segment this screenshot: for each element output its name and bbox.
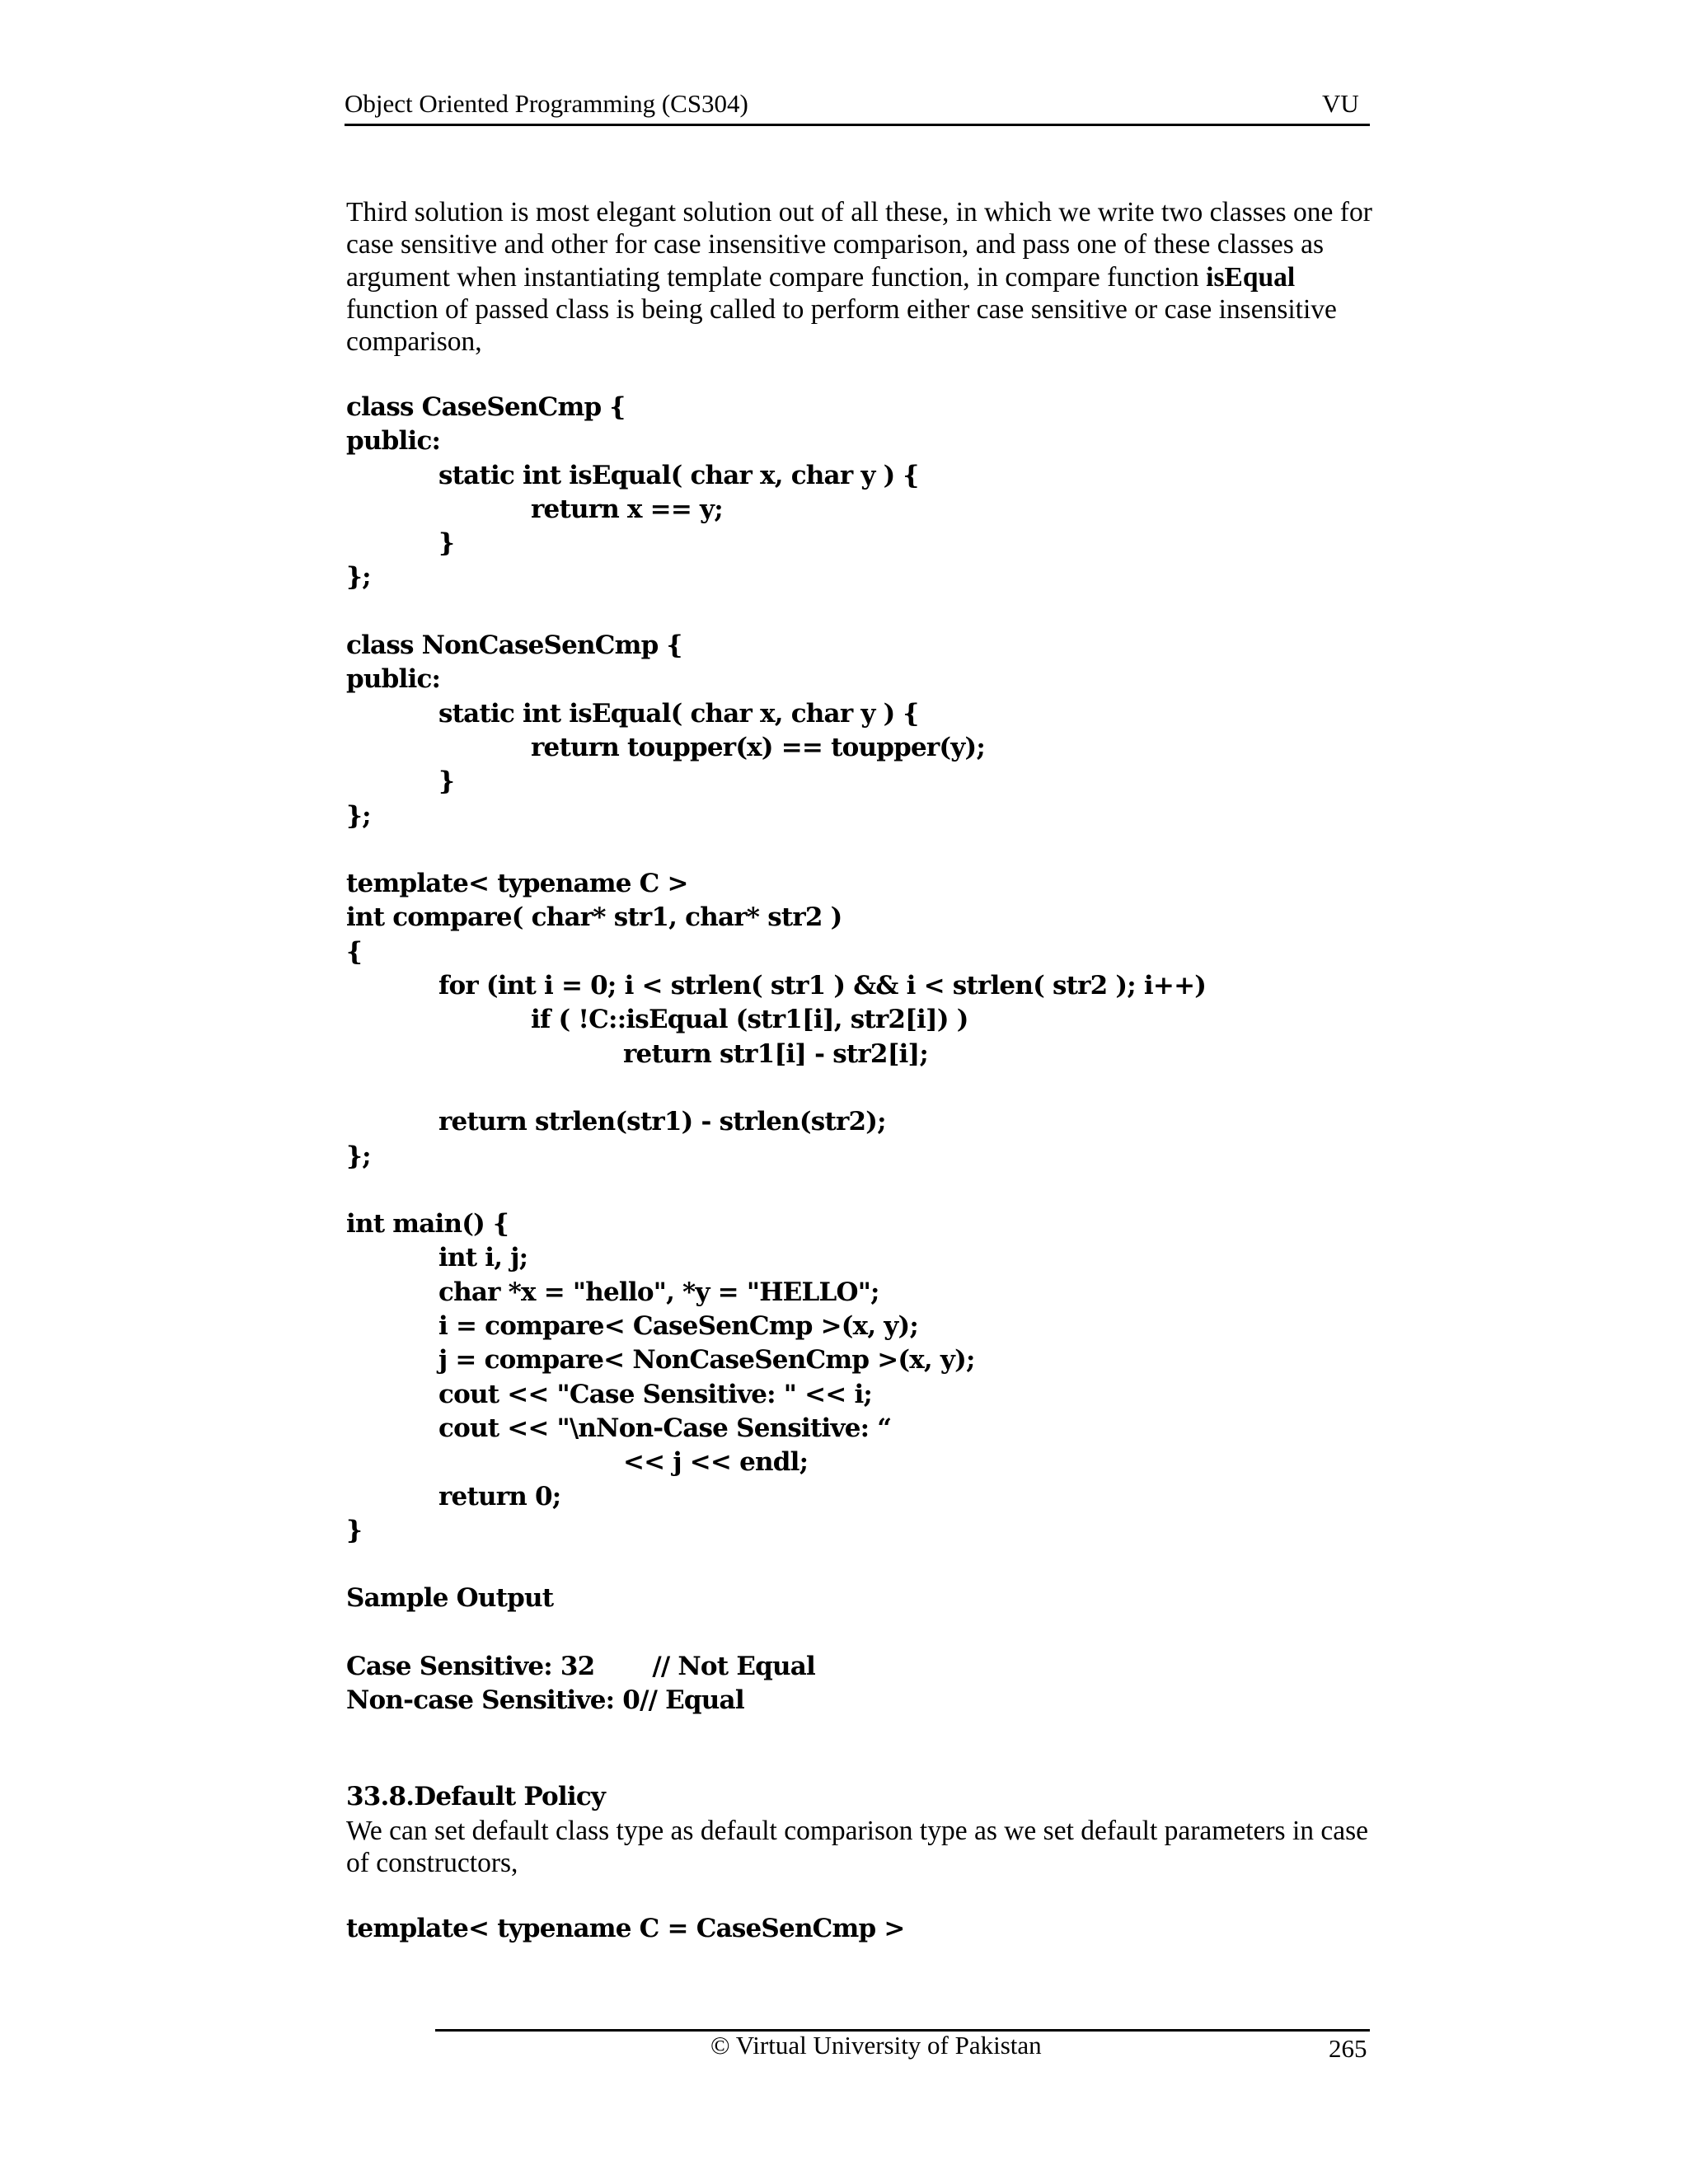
code-line: cout << "\nNon-Case Sensitive: “ [438,1413,892,1443]
code-line-blank [346,595,1206,629]
code-line: template< typename C > [346,869,688,899]
output-line: Case Sensitive: 32 // Not Equal [346,1651,816,1681]
code-line: public: [346,426,441,457]
code-line: }; [346,562,371,593]
header-title: Object Oriented Programming (CS304) [345,89,748,118]
code-line: }; [346,1141,371,1171]
code-line: << j << endl; [623,1447,809,1478]
code-line: static int isEqual( char x, char y ) { [438,698,919,729]
code-line: cout << "Case Sensitive: " << i; [438,1379,873,1409]
code-line: if ( !C::isEqual (str1[i], str2[i]) ) [531,1005,968,1035]
iseqal-keyword: isEqual [1206,261,1296,293]
intro-line-2: case sensitive and other for case insensitive comparison, and pass one of these classes as [346,229,1325,260]
header-rule [345,124,1370,126]
code-line: } [438,528,455,559]
page-number: 265 [1329,2034,1367,2063]
code-line-blank [346,1548,1206,1582]
code-line: public: [346,664,441,695]
intro-line-3-text: argument when instantiating template compare function, in compare function [346,261,1207,293]
intro-line-3 [346,261,1418,293]
code-line: j = compare< NonCaseSenCmp >(x, y); [438,1345,975,1376]
intro-line-5: comparison, [346,326,482,358]
code-line: return str1[i] - str2[i]; [623,1038,929,1069]
code-line: }; [346,800,371,831]
code-line: class CaseSenCmp { [346,392,626,422]
intro-line-1: Third solution is most elegant solution out of all these, in which we write two classes one for [346,197,1372,227]
code-line: for (int i = 0; i < strlen( str1 ) && i < strlen( str2 ); i++) [438,971,1207,1001]
code-line: return x == y; [531,494,723,524]
intro-paragraph [346,196,1418,358]
section-heading: 33.8.Default Policy [346,1782,606,1811]
code-line: class NonCaseSenCmp { [346,630,682,661]
intro-line-4: function of passed class is being called to perform either case sensitive or case insensitive [346,293,1337,325]
code-line: char *x = "hello", *y = "HELLO"; [438,1277,879,1307]
section-paragraph-line-1: We can set default class type as default comparison type as we set default parameters in case [346,1816,1369,1846]
code-line-blank [346,1616,1206,1650]
sample-output-heading: Sample Output [346,1583,554,1614]
section-paragraph [346,1815,1418,1880]
code-line: return strlen(str1) - strlen(str2); [438,1107,886,1137]
code-line: return 0; [438,1481,561,1511]
code-line: { [346,936,363,967]
code-listing [346,391,1206,1718]
code-line: int i, j; [438,1243,528,1273]
output-line: Non-case Sensitive: 0// Equal [346,1685,744,1716]
code-line-blank [346,833,1206,867]
code-line: int compare( char* str1, char* str2 ) [346,902,842,933]
code-line: static int isEqual( char x, char y ) { [438,460,919,490]
footer-copyright: © Virtual University of Pakistan [710,2031,1042,2060]
code-line: } [346,1515,363,1545]
code-line-blank [346,1071,1206,1105]
code-line: return toupper(x) == toupper(y); [531,732,986,762]
default-template-code: template< typename C = CaseSenCmp > [346,1914,905,1943]
code-line-blank [346,1174,1206,1207]
code-line: i = compare< CaseSenCmp >(x, y); [438,1311,919,1342]
section-paragraph-line-2: of constructors, [346,1848,518,1879]
code-line: int main() { [346,1209,509,1240]
header-vu: VU [1322,89,1359,118]
code-line: } [438,766,455,797]
